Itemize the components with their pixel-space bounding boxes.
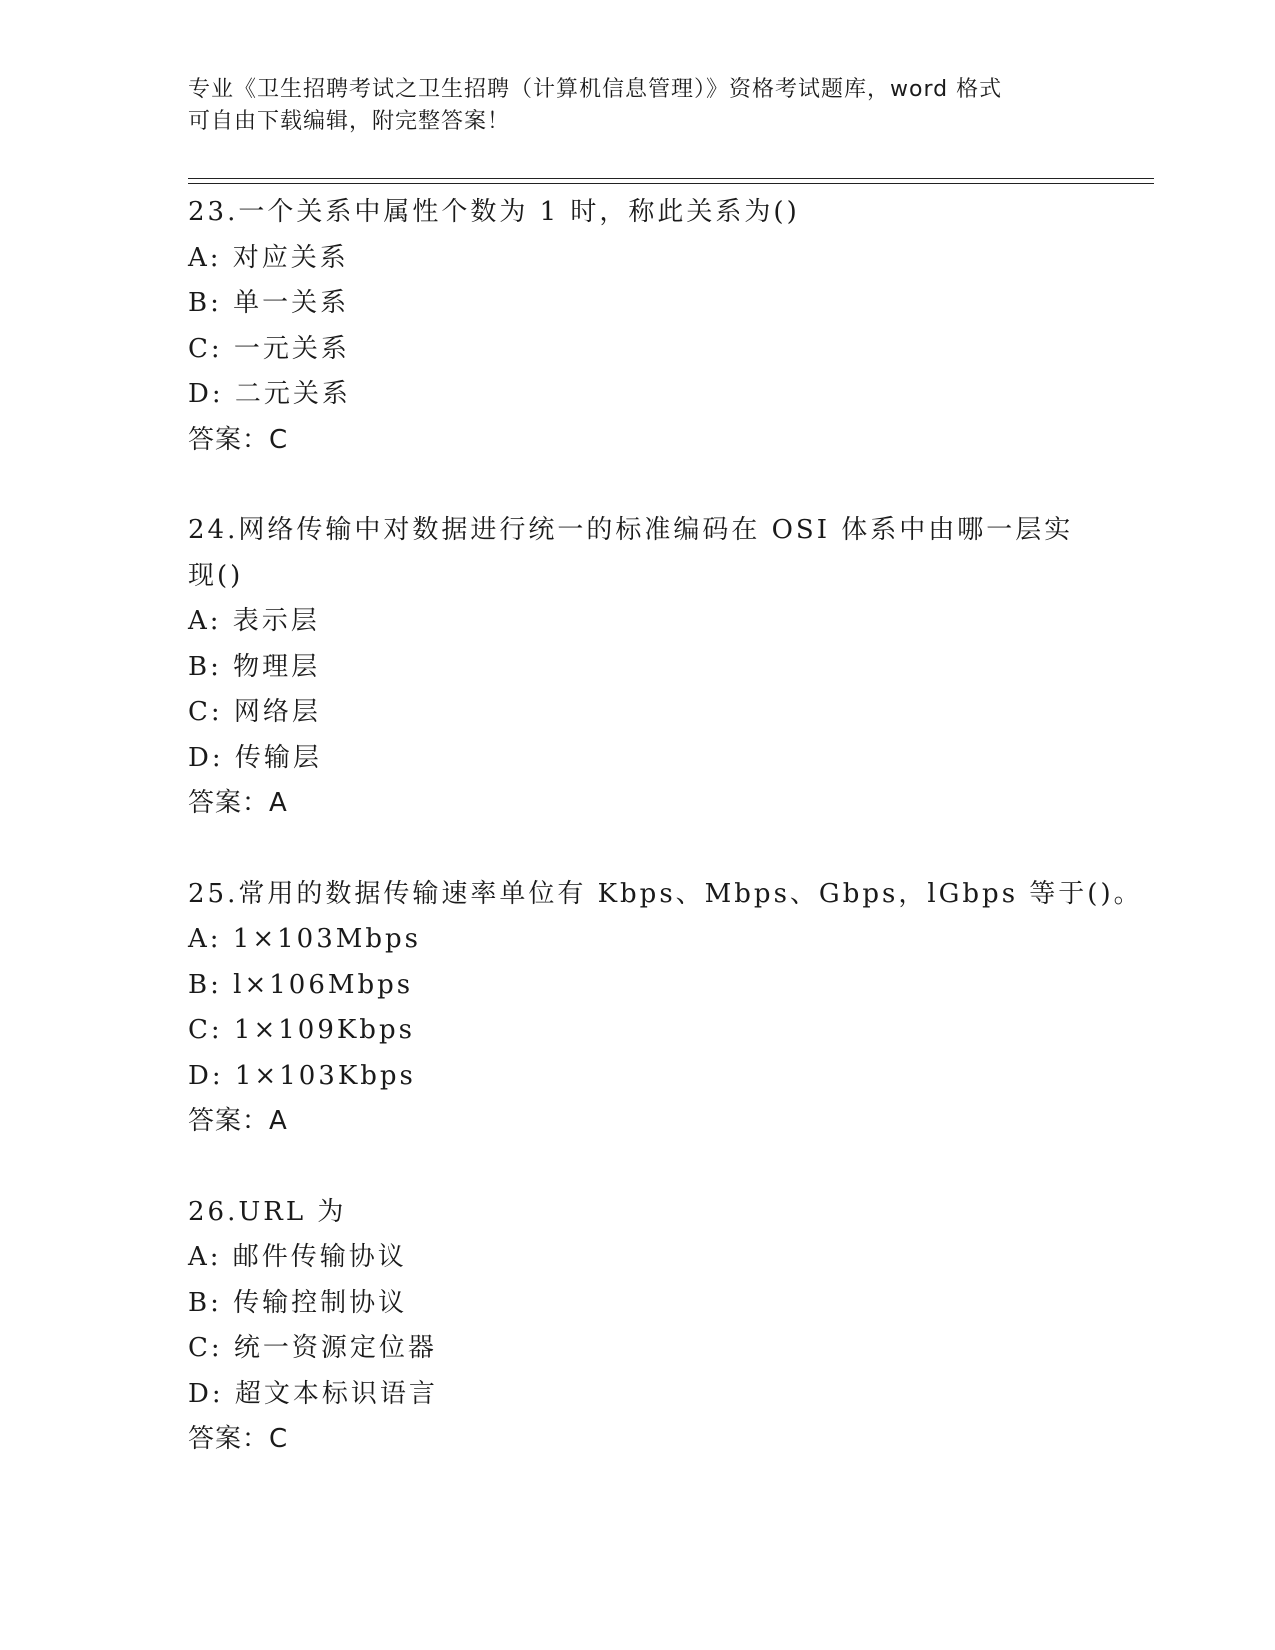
document-header [188, 74, 1088, 138]
option-c: C: 网络层 [188, 697, 321, 727]
question-list [188, 190, 1143, 1508]
question-26 [188, 1190, 1088, 1463]
option-c: C: 一元关系 [188, 333, 350, 364]
option-b: B: 传输控制协议 [188, 1287, 408, 1318]
question-25 [188, 872, 1143, 1145]
option-d: D: 超文本标识语言 [188, 1378, 438, 1409]
option-d: D: 二元关系 [188, 379, 351, 409]
answer-label: 答案：A [188, 1106, 288, 1136]
answer-label: 答案：C [188, 1424, 289, 1454]
option-d: D: 传输层 [188, 742, 322, 773]
header-line-1: 专业《卫生招聘考试之卫生招聘（计算机信息管理）》资格考试题库，word 格式 [188, 77, 1003, 102]
header-divider-bottom [188, 183, 1154, 184]
answer-label: 答案：A [188, 788, 288, 818]
option-b: B: l×106Mbps [188, 969, 414, 1000]
option-c: C: 统一资源定位器 [188, 1333, 437, 1363]
question-stem: 25.常用的数据传输速率单位有 Kbps、Mbps、Gbps，lGbps 等于()。 [188, 878, 1143, 909]
question-stem: 24.网络传输中对数据进行统一的标准编码在 OSI 体系中由哪一层实现() [188, 515, 1074, 591]
option-a: A: 对应关系 [188, 242, 349, 273]
question-23 [188, 190, 1088, 463]
option-b: B: 物理层 [188, 651, 321, 682]
answer-label: 答案：C [188, 424, 289, 455]
question-stem: 26.URL 为 [188, 1196, 347, 1227]
option-a: A: 1×103Mbps [188, 924, 422, 954]
question-24 [188, 508, 1088, 827]
header-divider-top [188, 178, 1154, 179]
option-c: C: 1×109Kbps [188, 1015, 415, 1045]
option-d: D: 1×103Kbps [188, 1060, 416, 1091]
option-a: A: 邮件传输协议 [188, 1242, 407, 1272]
option-b: B: 单一关系 [188, 288, 350, 318]
option-a: A: 表示层 [188, 606, 320, 636]
header-line-2: 可自由下载编辑，附完整答案！ [188, 109, 511, 134]
question-stem: 23.一个关系中属性个数为 1 时，称此关系为() [188, 197, 800, 227]
